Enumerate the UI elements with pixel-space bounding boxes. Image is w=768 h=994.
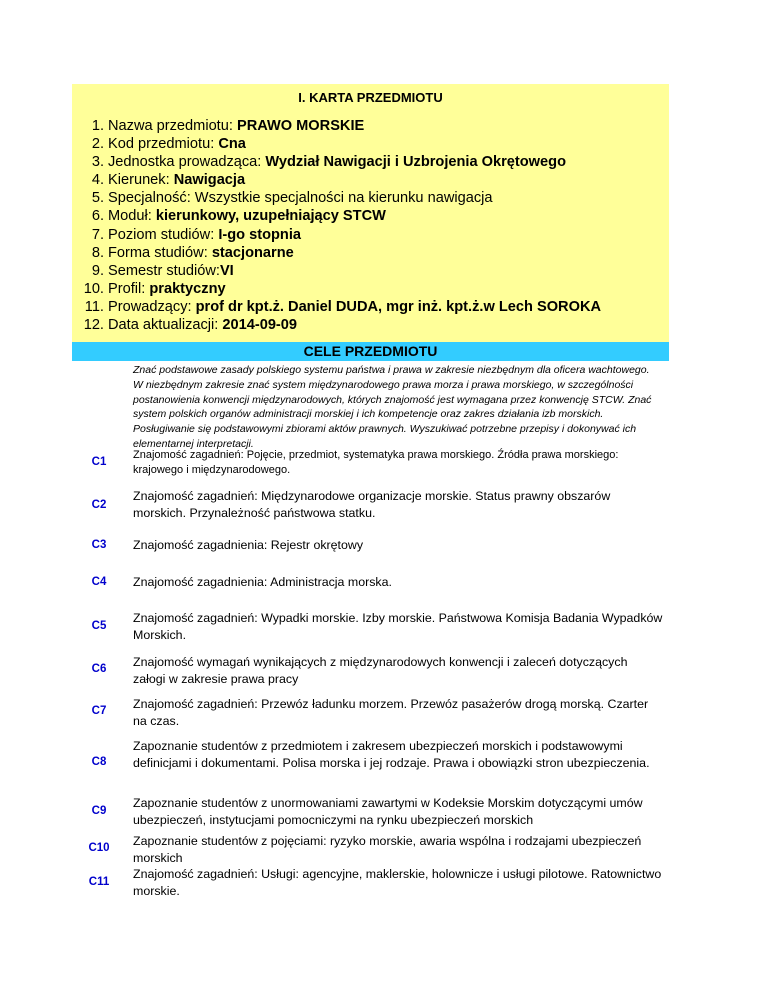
goal-code: C6 bbox=[91, 663, 107, 675]
goal-code: C10 bbox=[88, 842, 110, 854]
objectives-intro: Znać podstawowe zasady polskiego systemu państwa i prawa w zakresie niezbędnym dla oficera wachtowego. W niezbędnym zakresie znać system międzynarodowego prawa morza i prawa morskiego, w szczególności postanowienia konwencji międzynarodowych, których znajomość jest wymagana przez konwencję STCW. Znać system polskich organów administracji morskiej i ich kompetencje oraz zakres działania izb morskich. Posługiwanie się podstawowymi zbiorami aktów prawnych. Wyszukiwać potrzebne przepisy i dokonywać ich elementarnej interpretacji. bbox=[133, 364, 652, 450]
goal-code: C4 bbox=[91, 576, 107, 588]
goal-text: Znajomość zagadnień: Usługi: agencyjne, maklerskie, holownicze i usługi pilotowe. Ratownictwo morskie. bbox=[133, 867, 662, 898]
detail-item: 2. Kod przedmiotu: Cna bbox=[91, 136, 246, 153]
goal-code: C5 bbox=[91, 620, 107, 632]
goal-code: C11 bbox=[88, 876, 110, 888]
detail-item: 8. Forma studiów: stacjonarne bbox=[91, 244, 294, 261]
detail-item: 10. Profil: praktyczny bbox=[83, 280, 226, 297]
goal-code: C9 bbox=[91, 805, 107, 817]
detail-item: 12. Data aktualizacji: 2014-09-09 bbox=[83, 317, 298, 334]
detail-item: 5. Specjalność: Wszystkie specjalności na kierunku nawigacja bbox=[91, 190, 493, 207]
goal-text: Zapoznanie studentów z pojęciami: ryzyko morskie, awaria wspólna i rodzajami ubezpieczeń morskich bbox=[133, 834, 642, 865]
subject-details-list bbox=[72, 117, 601, 334]
detail-item: 7. Poziom studiów: I-go stopnia bbox=[91, 226, 302, 243]
goal-text: Zapoznanie studentów z przedmiotem i zakresem ubezpieczeń morskich i podstawowymi definicjami i dokumentami. Polisa morska i jej rodzaje. Prawa i obowiązki stron ubezpieczenia. bbox=[133, 739, 650, 770]
detail-item: 3. Jednostka prowadząca: Wydział Nawigacji i Uzbrojenia Okrętowego bbox=[91, 154, 566, 171]
goal-code: C1 bbox=[91, 456, 107, 468]
goal-code: C8 bbox=[91, 756, 107, 768]
goal-text: Znajomość zagadnień: Pojęcie, przedmiot, systematyka prawa morskiego. Źródła prawa morskiego: krajowego i międzynarodowego. bbox=[133, 449, 619, 476]
detail-item: 1. Nazwa przedmiotu: PRAWO MORSKIE bbox=[91, 118, 365, 134]
card-title: I. KARTA PRZEDMIOTU bbox=[298, 90, 443, 105]
detail-item: 11. Prowadzący: prof dr kpt.ż. Daniel DUDA, mgr inż. kpt.ż.w Lech SOROKA bbox=[84, 298, 602, 315]
goal-code: C7 bbox=[91, 705, 107, 717]
goal-code: C2 bbox=[91, 499, 107, 511]
detail-item: 4. Kierunek: Nawigacja bbox=[91, 172, 246, 189]
goal-code: C3 bbox=[91, 539, 107, 551]
objectives-header: CELE PRZEDMIOTU bbox=[72, 342, 669, 361]
goal-text: Znajomość zagadnień: Wypadki morskie. Izby morskie. Państwowa Komisja Badania Wypadków Morskich. bbox=[133, 611, 663, 642]
subject-card bbox=[72, 84, 669, 342]
goal-text: Znajomość zagadnień: Przewóz ładunku morzem. Przewóz pasażerów drogą morską. Czarter na czas. bbox=[133, 697, 649, 728]
goal-text: Zapoznanie studentów z unormowaniami zawartymi w Kodeksie Morskim dotyczącymi umów ubezpieczeń, instytucjami pomocniczymi na rynku ubezpieczeń morskich bbox=[133, 796, 643, 827]
goal-text: Znajomość zagadnienia: Administracja morska. bbox=[133, 575, 392, 589]
goal-text: Znajomość zagadnienia: Rejestr okrętowy bbox=[133, 538, 364, 552]
goal-text: Znajomość wymagań wynikających z międzynarodowych konwencji i zaleceń dotyczących załogi w zakresie prawa pracy bbox=[133, 655, 628, 686]
detail-item: 6. Moduł: kierunkowy, uzupełniający STCW bbox=[91, 208, 386, 225]
goal-text: Znajomość zagadnień: Międzynarodowe organizacje morskie. Status prawny obszarów morskich. Przynależność państwowa statku. bbox=[133, 489, 611, 520]
detail-item: 9. Semestr studiów:VI bbox=[91, 262, 234, 279]
